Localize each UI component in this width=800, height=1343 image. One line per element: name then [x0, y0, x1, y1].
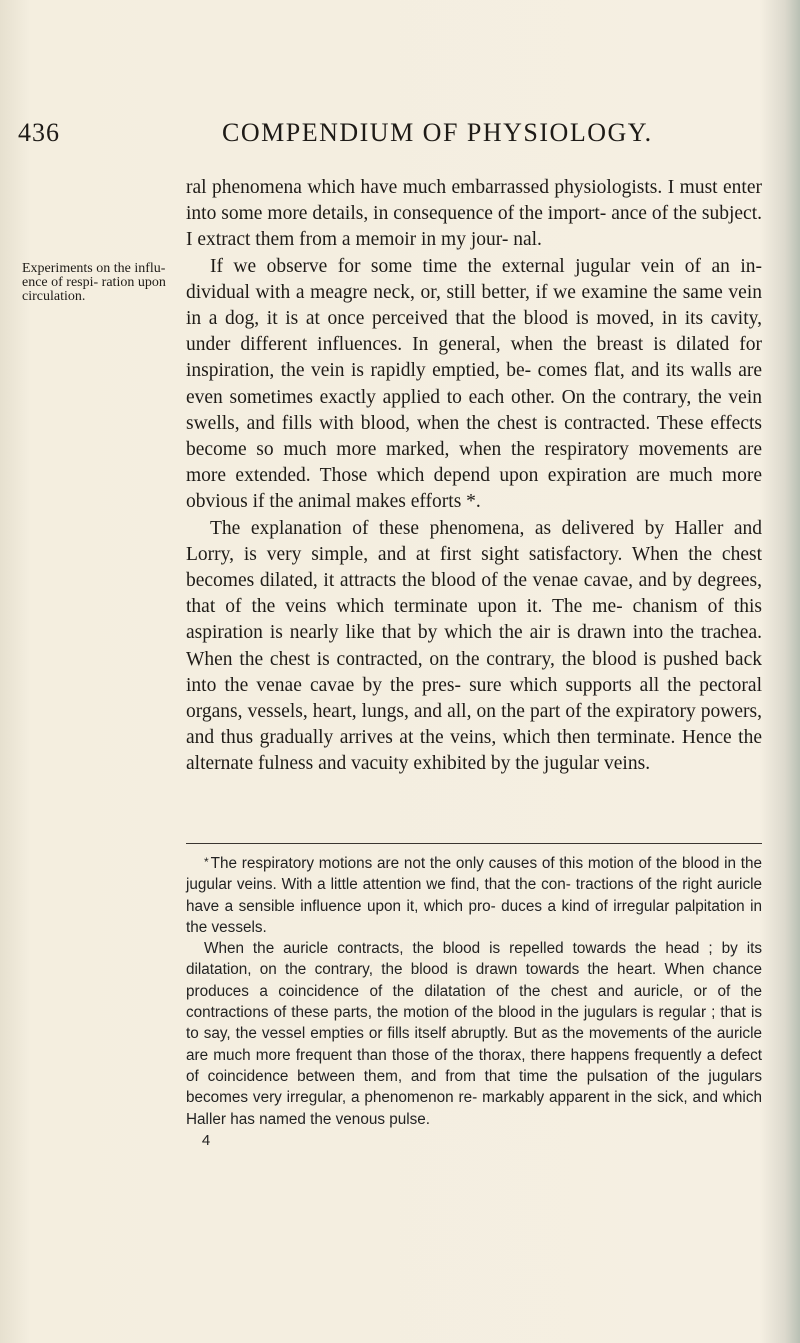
footnote-1: [186, 852, 762, 938]
page-number: 436: [18, 118, 60, 147]
footnote-2: When the auricle contracts, the blood is repelled towards the head ; by its dilatation, on the contrary, the blood is drawn towards the heart. When chance produces a coincidence of the dilatation of the chest and auricle, or of the contractions of these parts, the motion of the blood in the jugulars is regular ; that is to say, the vessel empties or fills itself abruptly. But as the movements of the auricle are much more frequent than those of the thorax, there happens frequently a defect of coincidence between them, and from that time the pulsation of the jugulars becomes very irregular, a phenomenon re- markably apparent in the sick, and which Haller has named the venous pulse.: [186, 940, 762, 1128]
footnote-1-text: The respiratory motions are not the only causes of this motion of the blood in the jugular veins. With a little attention we find, that the con- tractions of the right auricle have a sensible influence upon it, which pro- duces a kind of irregular palpitation in the vessels.: [186, 855, 762, 936]
paragraph-jugular-observation: If we observe for some time the external jugular vein of an in- dividual with a meagre neck, or, still better, if we examine the same vein in a dog, it is at once perceived that the blood is moved, in its cavity, under different influences. In general, when the breast is dilated for inspiration, the vein is rapidly emptied, be- comes flat, and its walls are even sometimes exactly applied to each other. On the contrary, the vein swells, and fills with blood, when the chest is contracted. These effects become so much more marked, when the respiratory movements are more extended. Those which depend upon expiration are much more obvious if the animal makes efforts *.: [186, 255, 762, 513]
footnotes: [186, 852, 762, 1151]
margin-note: Experiments on the influ- ence of respi- ration upon circulation.: [22, 261, 166, 304]
page-header: [0, 118, 800, 148]
main-text: [186, 175, 762, 778]
running-head: COMPENDIUM OF PHYSIOLOGY.: [222, 118, 653, 147]
paragraph-explanation: The explanation of these phenomena, as delivered by Haller and Lorry, is very simple, and at first sight satisfactory. When the chest becomes dilated, it attracts the blood of the venae cavae, and by degrees, that of the veins which terminate upon it. The me- chanism of this aspiration is nearly like that by which the air is drawn into the trachea. When the chest is contracted, on the contrary, the blood is pushed back into the venae cavae by the pres- sure which supports all the pectoral organs, vessels, heart, lungs, and all, on the part of the expiratory powers, and thus gradually arrives at the veins, which then terminate. Hence the alternate fulness and vacuity exhibited by the jugular veins.: [186, 517, 762, 775]
paragraph-continuation: ral phenomena which have much embarrassed physiologists. I must enter into some more details, in consequence of the import- ance of the subject. I extract them from a memoir in my jour- nal.: [186, 177, 762, 251]
footnote-divider: [186, 843, 762, 844]
footnote-marker: *: [204, 855, 209, 869]
signature-mark: 4: [201, 1131, 211, 1149]
